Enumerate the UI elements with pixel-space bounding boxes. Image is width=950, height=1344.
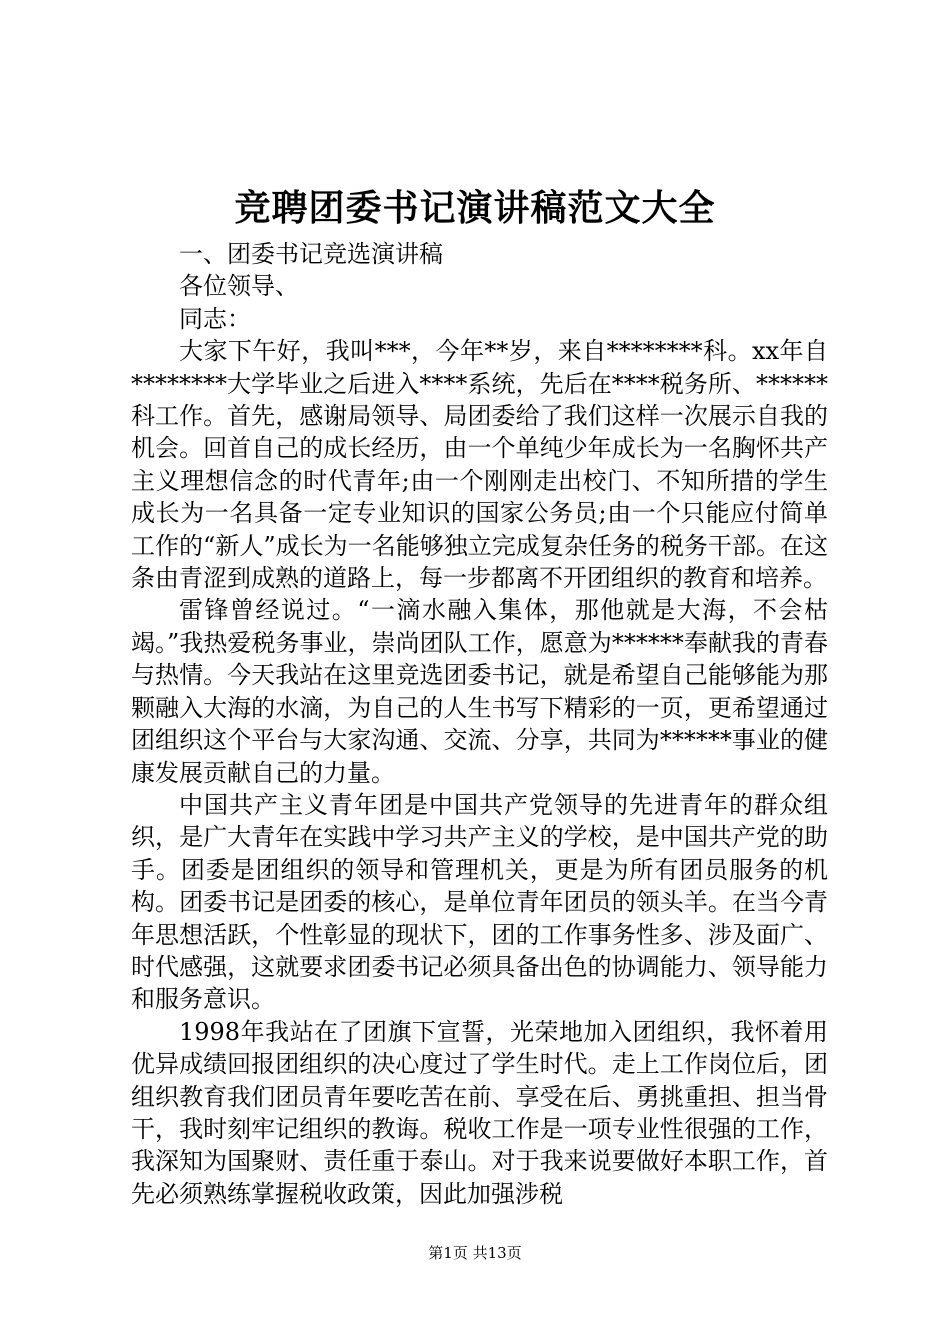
section-heading: 一、团委书记竞选演讲稿 (179, 240, 443, 268)
body-paragraph: 中国共产主义青年团是中国共产党领导的先进青年的群众组织，是广大青年在实践中学习共产主义的学校，是中国共产党的助手。团委是团组织的领导和管理机关，更是为所有团员服务的机构。团委书记是团委的核心，是单位青年团员的领头羊。在当今青年思想活跃，个性彰显的现状下，团的工作事务性多、涉及面广、时代感强，这就要求团委书记必须具备出色的协调能力、领导能力和服务意识。 (131, 790, 828, 1014)
salutation-line: 同志： (179, 304, 251, 333)
page-footer: 第1页 共13页 (428, 1244, 522, 1262)
salutation-line: 各位领导、 (179, 272, 299, 301)
body-paragraph: 大家下午好，我叫***，今年**岁，来自********科。xx年自********大学毕业之后进入****系统，先后在****税务所、******科工作。首先，感谢局领导、局团委给了我们这样一次展示自我的机会。回首自己的成长经历，由一个单纯少年成长为一名胸怀共产主义理想信念的时代青年;由一个刚刚走出校门、不知所措的学生成长为一名具备一定专业知识的国家公务员;由一个只能应付简单工作的“新人”成长为一名能够独立完成复杂任务的税务干部。在这条由青涩到成熟的道路上，每一步都离不开团组织的教育和培养。 (131, 337, 828, 593)
document-title: 竞聘团委书记演讲稿范文大全 (234, 187, 716, 229)
document-body (131, 238, 828, 1210)
body-paragraph: 1998年我站在了团旗下宣誓，光荣地加入团组织，我怀着用优异成绩回报团组织的决心度过了学生时代。走上工作岗位后，团组织教育我们团员青年要吃苦在前、享受在后、勇挑重担、担当骨干，我时刻牢记组织的教诲。税收工作是一项专业性很强的工作，我深知为国聚财、责任重于泰山。对于我来说要做好本职工作，首先必须熟练掌握税收政策，因此加强涉税 (131, 1017, 828, 1208)
body-paragraph: 雷锋曾经说过。“一滴水融入集体，那他就是大海，不会枯竭。”我热爱税务事业，崇尚团队工作，愿意为******奉献我的青春与热情。今天我站在这里竞选团委书记，就是希望自己能够能为那颗融入大海的水滴，为自己的人生书写下精彩的一页，更希望通过团组织这个平台与大家沟通、交流、分享，共同为******事业的健康发展贡献自己的力量。 (131, 596, 828, 787)
